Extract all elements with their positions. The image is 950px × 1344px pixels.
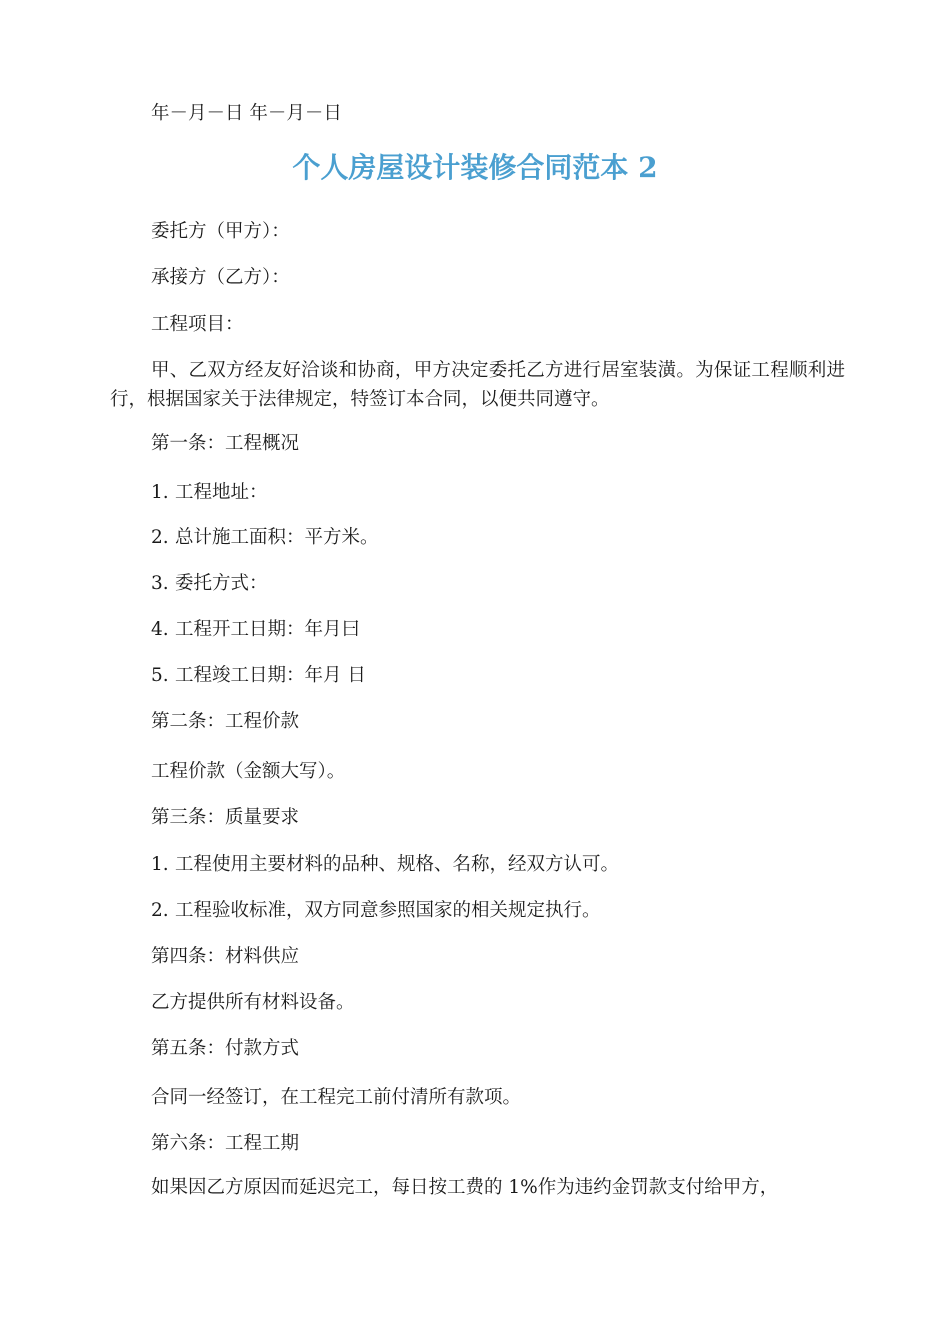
article3-item <box>151 853 619 877</box>
item-number: 1. <box>151 482 169 503</box>
date-line: 年－月－日 年－月－日 <box>151 103 342 124</box>
article4-heading: 第四条：材料供应 <box>151 946 300 967</box>
item-text: 工程竣工日期：年月 日 <box>175 665 366 686</box>
article4-body: 乙方提供所有材料设备。 <box>151 992 355 1013</box>
item-number: 2. <box>151 527 169 548</box>
article1-item <box>151 572 268 596</box>
article3-heading: 第三条：质量要求 <box>151 807 300 828</box>
party-a-line: 委托方（甲方）： <box>151 221 290 242</box>
article5-heading: 第五条：付款方式 <box>151 1038 300 1059</box>
article2-heading: 第二条：工程价款 <box>151 711 300 732</box>
article3-item <box>151 899 601 923</box>
item-number: 1. <box>151 854 169 875</box>
article1-item <box>151 618 360 642</box>
project-line: 工程项目： <box>151 314 244 335</box>
article2-body: 工程价款（金额大写）。 <box>151 761 346 782</box>
party-b-line: 承接方（乙方）： <box>151 267 290 288</box>
intro-paragraph: 甲、乙双方经友好洽谈和协商，甲方决定委托乙方进行居室装潢。为保证工程顺利进行，根据国家关于法律规定，特签订本合同，以便共同遵守。 <box>110 360 845 410</box>
article1-item <box>151 481 268 505</box>
item-number: 5. <box>151 665 169 686</box>
article6-heading: 第六条：工程工期 <box>151 1133 300 1154</box>
item-number: 2. <box>151 900 169 921</box>
article5-body: 合同一经签订，在工程完工前付清所有款项。 <box>151 1087 522 1108</box>
item-text: 工程地址： <box>175 482 268 503</box>
document-title: 个人房屋设计装修合同范本 2 <box>292 151 658 184</box>
item-text: 委托方式： <box>175 573 268 594</box>
article1-item <box>151 664 366 688</box>
article6-body: 如果因乙方原因而延迟完工，每日按工费的 1%作为违约金罚款支付给甲方， <box>151 1177 779 1198</box>
item-number: 4. <box>151 619 169 640</box>
item-number: 3. <box>151 573 169 594</box>
item-text: 工程开工日期：年月曰 <box>175 619 361 640</box>
article1-heading: 第一条：工程概况 <box>151 433 300 454</box>
item-text: 工程验收标准，双方同意参照国家的相关规定执行。 <box>175 900 601 921</box>
item-text: 总计施工面积：平方米。 <box>175 527 379 548</box>
item-text: 工程使用主要材料的品种、规格、名称，经双方认可。 <box>175 854 620 875</box>
article1-item <box>151 526 379 550</box>
